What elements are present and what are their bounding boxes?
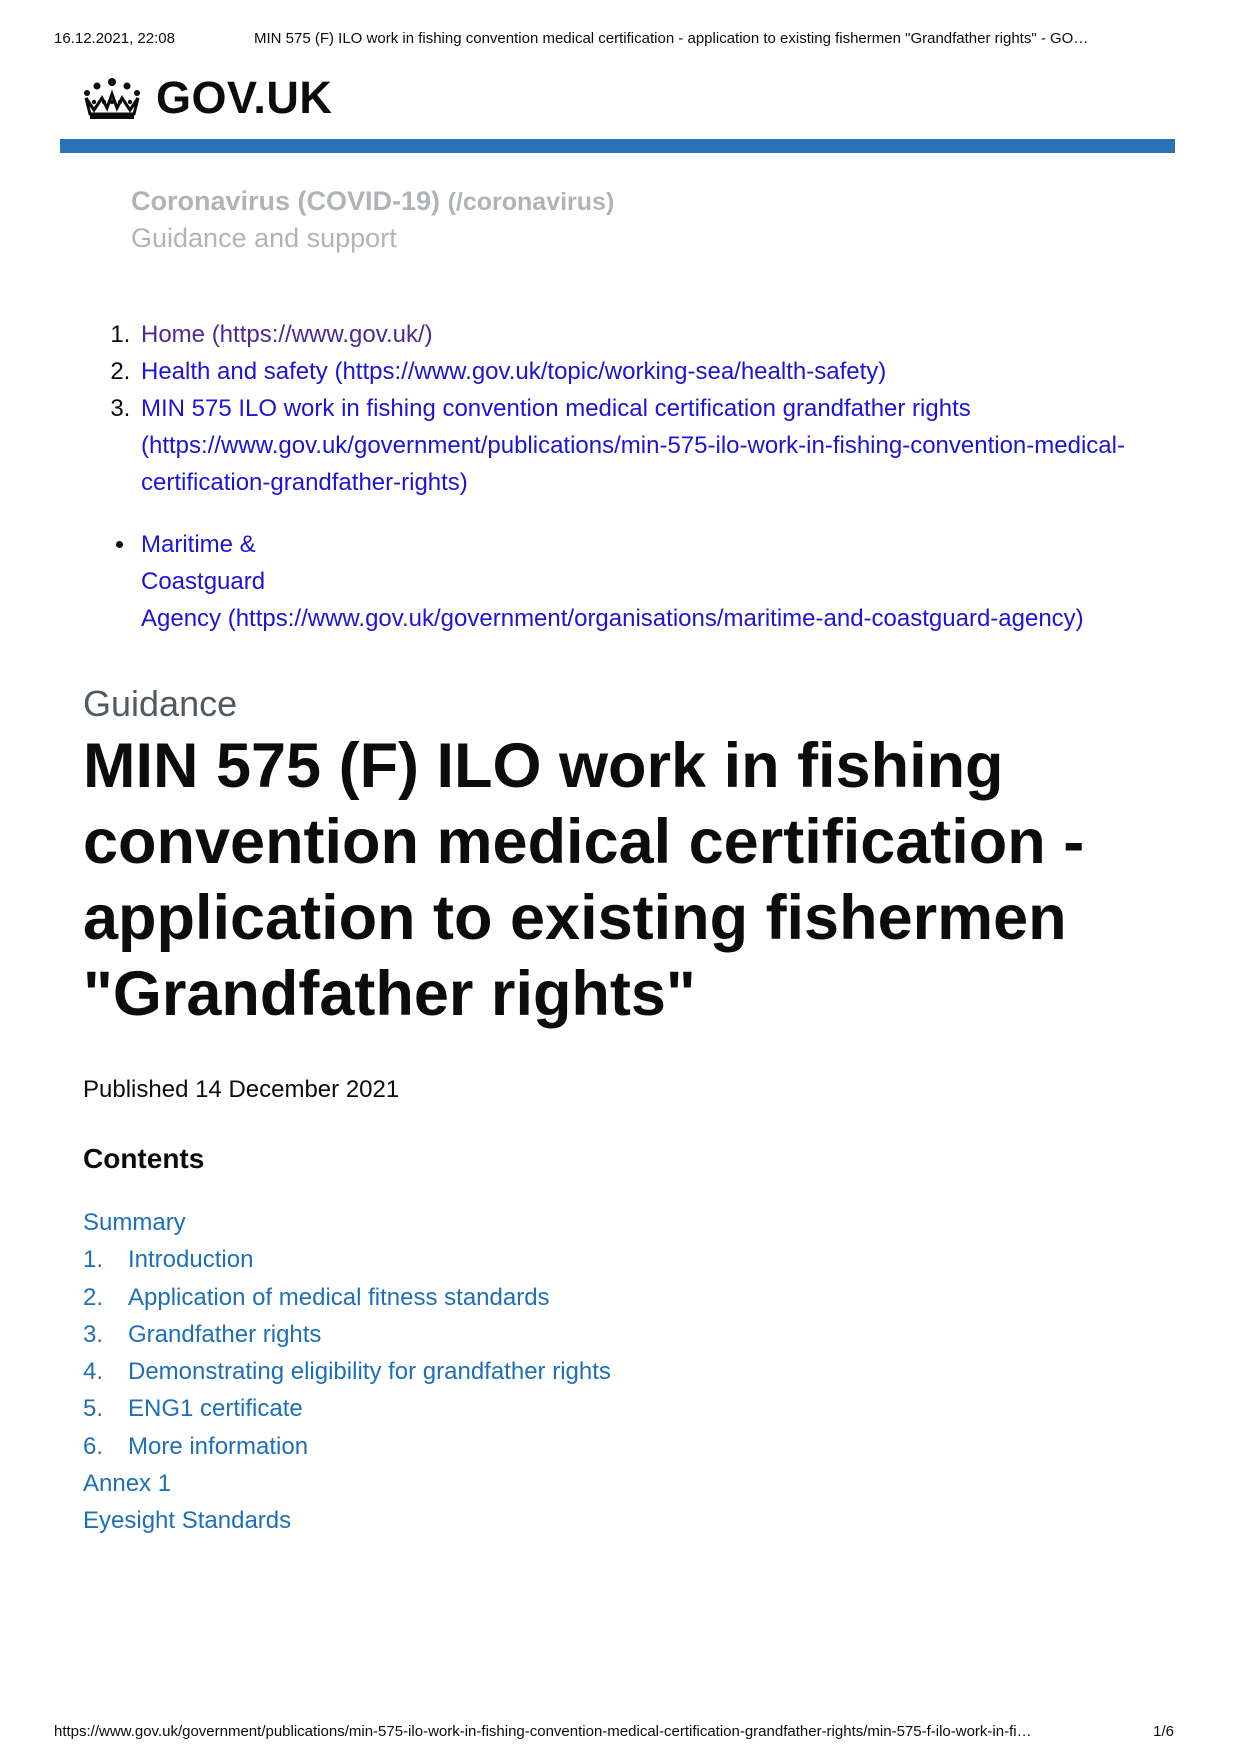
govuk-header[interactable] — [82, 72, 332, 124]
contents-item-label[interactable]: Introduction — [128, 1246, 254, 1274]
print-footer — [54, 1723, 1174, 1740]
covid-banner-title-line[interactable] — [131, 186, 614, 217]
govuk-logotype[interactable]: GOV.UK — [156, 72, 333, 123]
contents-item-label[interactable]: Application of medical fitness standards — [128, 1283, 550, 1311]
print-footer-page-number: 1/6 — [1153, 1723, 1174, 1740]
document-type-label: Guidance — [83, 683, 238, 724]
breadcrumb — [111, 316, 1137, 501]
header-blue-bar — [60, 139, 1175, 153]
contents-item-eligibility[interactable] — [83, 1353, 883, 1390]
contents-heading: Contents — [83, 1143, 205, 1174]
contents-item-summary[interactable] — [83, 1204, 883, 1241]
contents-item-number: 4. — [83, 1358, 104, 1386]
contents-item-number: 3. — [83, 1320, 104, 1348]
organisation-item — [137, 526, 1187, 637]
contents-item-label[interactable]: Demonstrating eligibility for grandfather rights — [128, 1358, 611, 1386]
contents-item-label[interactable]: Eyesight Standards — [83, 1507, 292, 1535]
print-footer-url: https://www.gov.uk/government/publications/min-575-ilo-work-in-fishing-convention-medical-certification-grandfather-rights/min-575-f-ilo-work-in-fi… — [54, 1723, 1032, 1740]
contents-item-number: 5. — [83, 1395, 104, 1423]
covid-banner[interactable] — [131, 186, 614, 254]
breadcrumb-item-publication — [137, 390, 1137, 501]
print-datetime: 16.12.2021, 22:08 — [54, 30, 175, 47]
covid-banner-subtitle: Guidance and support — [131, 223, 397, 253]
contents-item-eng1[interactable] — [83, 1390, 883, 1427]
organisation-name-part-3[interactable]: Agency (https://www.gov.uk/government/organisations/maritime-and-coastguard-agency) — [141, 605, 1084, 632]
contents-item-annex-1[interactable] — [83, 1465, 883, 1502]
contents-item-label[interactable]: Annex 1 — [83, 1470, 172, 1498]
contents-item-number: 1. — [83, 1246, 104, 1274]
contents-item-introduction[interactable] — [83, 1241, 883, 1278]
organisation-name-part-1[interactable]: Maritime & — [141, 531, 256, 558]
contents-item-eyesight-standards[interactable] — [83, 1502, 883, 1539]
contents-item-label[interactable]: Summary — [83, 1209, 186, 1236]
contents-item-label[interactable]: Grandfather rights — [128, 1320, 322, 1348]
page-title: MIN 575 (F) ILO work in fishing convention medical certification - application to existing fishermen "Grandfather rights" — [83, 731, 1085, 1029]
organisation-link[interactable] — [141, 531, 1084, 632]
contents-item-number: 2. — [83, 1283, 104, 1311]
contents-item-medical-fitness[interactable] — [83, 1279, 883, 1316]
breadcrumb-item-health-safety — [137, 353, 1137, 390]
breadcrumb-link-health-safety[interactable]: Health and safety (https://www.gov.uk/topic/working-sea/health-safety) — [141, 358, 887, 385]
print-header — [54, 30, 1184, 47]
organisation-list — [111, 526, 1187, 637]
contents-item-label[interactable]: ENG1 certificate — [128, 1395, 303, 1423]
breadcrumb-link-home[interactable]: Home (https://www.gov.uk/) — [141, 321, 433, 348]
organisation-name-part-2[interactable]: Coastguard — [141, 568, 266, 595]
contents-item-grandfather-rights[interactable] — [83, 1316, 883, 1353]
covid-banner-title[interactable]: Coronavirus (COVID-19) — [131, 186, 441, 216]
covid-banner-path: (/coronavirus) — [447, 188, 615, 216]
print-document-title: MIN 575 (F) ILO work in fishing convention medical certification - application to existing fishermen "Grandfather rights" - GO… — [254, 30, 1089, 47]
contents-list — [83, 1204, 883, 1540]
contents-item-label[interactable]: More information — [128, 1432, 309, 1460]
contents-item-more-information[interactable] — [83, 1428, 883, 1465]
breadcrumb-item-home — [137, 316, 1137, 353]
breadcrumb-link-publication[interactable]: MIN 575 ILO work in fishing convention medical certification grandfather rights (https://www.gov.uk/government/publications/min-575-ilo-work-in-fishing-convention-medical-certification-grandfather-rights) — [141, 395, 1125, 496]
published-date: Published 14 December 2021 — [83, 1076, 400, 1103]
crown-icon — [82, 76, 142, 120]
contents-item-number: 6. — [83, 1432, 104, 1460]
